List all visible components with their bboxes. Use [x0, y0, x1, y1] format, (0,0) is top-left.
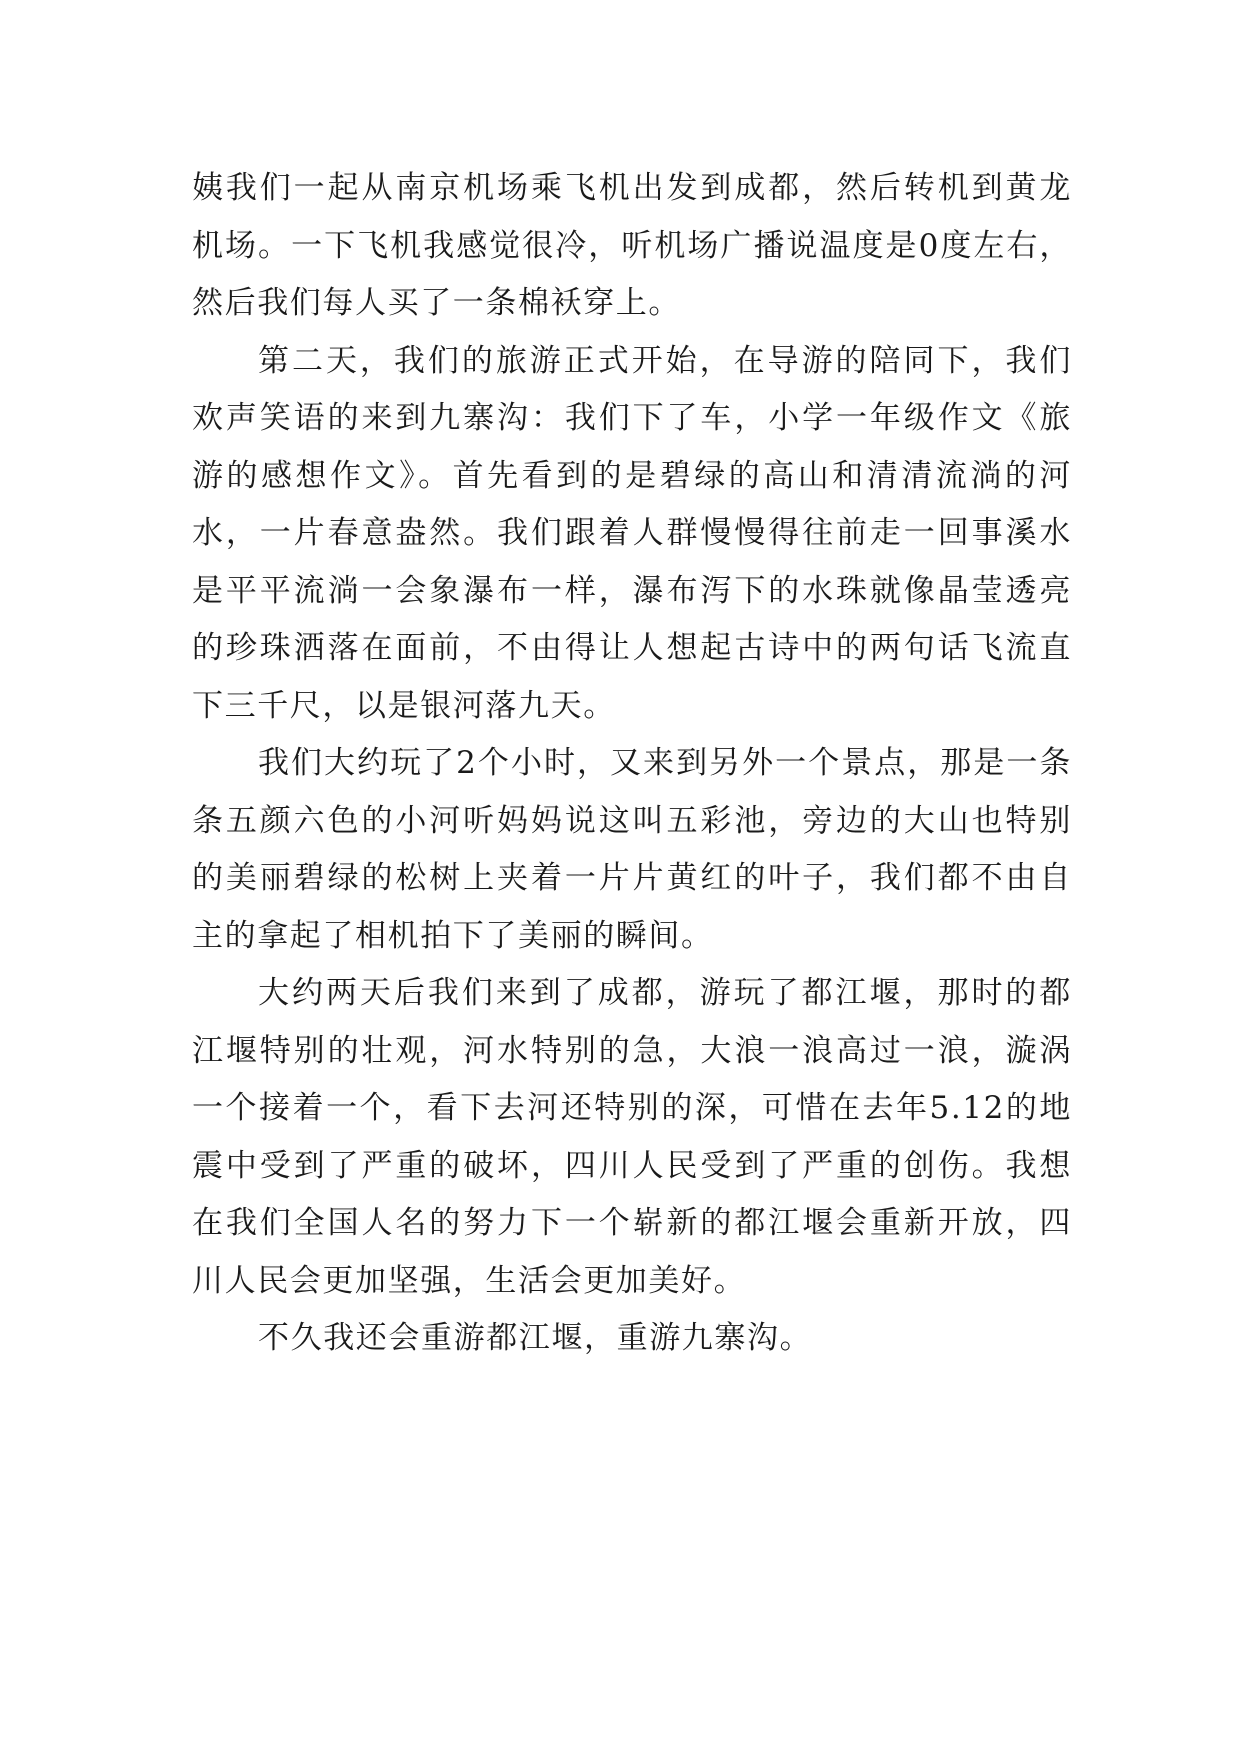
paragraph-5: 不久我还会重游都江堰，重游九寨沟。	[258, 1320, 813, 1356]
paragraph-2: 第二天，我们的旅游正式开始，在导游的陪同下，我们欢声笑语的来到九寨沟：我们下了车，小学一年级作文《旅游的感想作文》。首先看到的是碧绿的高山和清清流淌的河水，一片春意盎然。我们跟着人群慢慢得往前走一回事溪水是平平流淌一会象瀑布一样，瀑布泻下的水珠就像晶莹透亮的珍珠洒落在面前，不由得让人想起古诗中的两句话飞流直下三千尺，以是银河落九天。	[192, 342, 1072, 724]
paragraph-3: 我们大约玩了2个小时，又来到另外一个景点，那是一条条五颜六色的小河听妈妈说这叫五彩池，旁边的大山也特别的美丽碧绿的松树上夹着一片片黄红的叶子，我们都不由自主的拿起了相机拍下了美丽的瞬间。	[192, 745, 1072, 954]
essay-body	[192, 160, 1072, 1368]
paragraph-4: 大约两天后我们来到了成都，游玩了都江堰，那时的都江堰特别的壮观，河水特别的急，大浪一浪高过一浪，漩涡一个接着一个，看下去河还特别的深，可惜在去年5.12的地震中受到了严重的破坏，四川人民受到了严重的创伤。我想在我们全国人名的努力下一个崭新的都江堰会重新开放，四川人民会更加坚强，生活会更加美好。	[192, 975, 1072, 1299]
paragraph-1: 姨我们一起从南京机场乘飞机出发到成都，然后转机到黄龙机场。一下飞机我感觉很冷，听机场广播说温度是0度左右，然后我们每人买了一条棉袄穿上。	[192, 170, 1072, 321]
